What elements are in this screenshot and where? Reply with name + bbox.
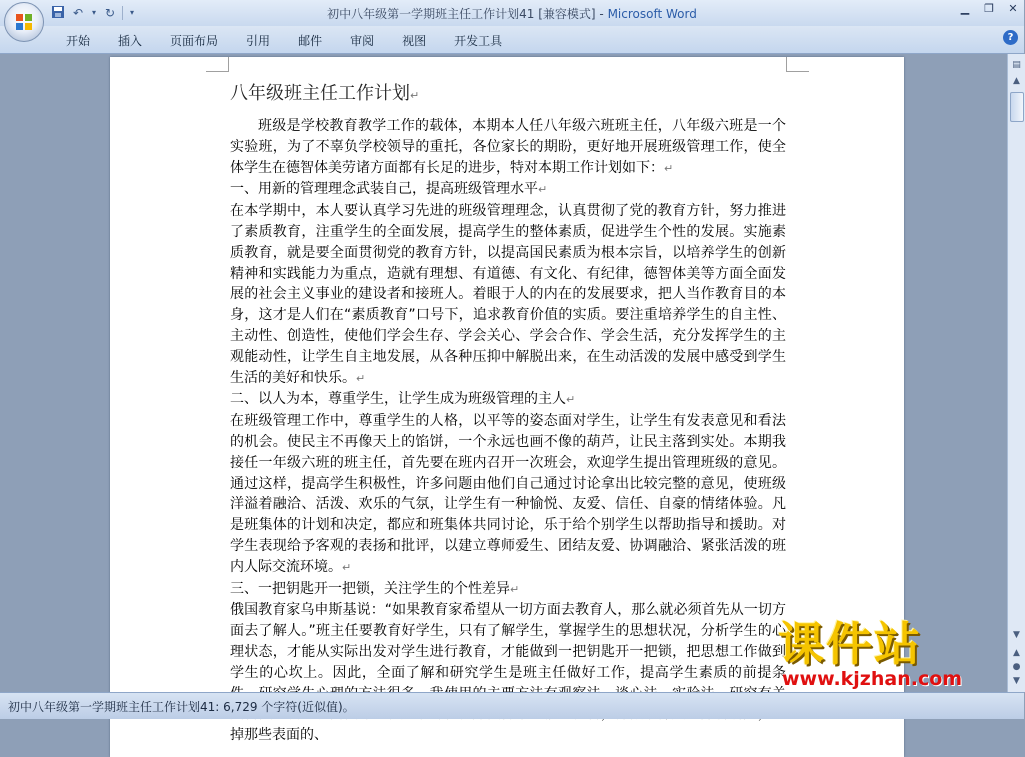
tab-mailings[interactable]: 邮件	[298, 34, 323, 48]
previous-page-icon[interactable]: ▲	[1013, 648, 1020, 658]
tab-view[interactable]: 视图	[402, 34, 427, 48]
paragraph-mark: ↵	[538, 183, 548, 197]
paragraph-section-1: 在本学期中，本人要认真学习先进的班级管理理念，认真贯彻了党的教育方针，努力推进了素质教育，注重学生的全面发展，提高学生的整体素质，促进学生个性的发展。实施素质教育，就是要全面贯彻党的教育方针，以提高国民素质为根本宗旨，以培养学生的创新精神和实践能力为重点，造就有理想、有道德、有文化、有纪律，德智体美等方面全面发展的社会主义事业的建设者和接班人。着眼于人的内在的发展要求，把人当作教育目的本身，这才是人们在“素质教育”口号下，追求教育价值的实质。要注重培养学生的自主性、主动性、创造性，使他们学会生存、学会关心、学会合作、学会生活，充分发挥学生的主观能动性，让学生自主地发展，从各种压抑中解脱出来，在生动活泼的发展中感受到学生生活的美好和快乐。↵	[230, 203, 786, 386]
tab-home[interactable]: 开始	[66, 34, 91, 48]
document-title: 初中八年级第一学期班主任工作计划41 [兼容模式] -	[327, 7, 608, 21]
window-controls	[958, 2, 1020, 15]
vertical-scrollbar[interactable]	[1007, 54, 1025, 692]
status-text: 初中八年级第一学期班主任工作计划41: 6,729 个字符(近似值)。	[8, 700, 355, 714]
paragraph-mark: ↵	[356, 371, 366, 385]
ribbon	[0, 26, 1024, 54]
watermark-url: www.kjzhan.com	[782, 668, 963, 690]
help-icon[interactable]: ?	[1003, 30, 1018, 45]
section-heading-1: 一、用新的管理理念武装自己，提高班级管理水平↵	[230, 181, 548, 198]
paragraph-mark: ↵	[510, 582, 520, 596]
scroll-up-icon[interactable]: ▲	[1013, 76, 1020, 86]
paragraph-mark: ↵	[664, 161, 674, 175]
paragraph-mark: ↵	[566, 393, 576, 407]
scroll-thumb[interactable]	[1010, 92, 1024, 122]
minimize-icon[interactable]: ▁	[960, 2, 970, 15]
office-logo-icon	[15, 13, 33, 31]
crop-mark-top-right	[786, 57, 809, 72]
window-title	[0, 5, 1024, 22]
redo-icon[interactable]: ↻	[104, 6, 116, 20]
crop-mark-top-left	[206, 57, 229, 72]
watermark-logo: 课件站	[778, 617, 922, 671]
app-name: Microsoft Word	[607, 7, 697, 21]
select-browse-object-icon[interactable]: ●	[1012, 662, 1021, 672]
ribbon-tabs	[52, 30, 516, 51]
title-bar	[0, 0, 1024, 26]
close-icon[interactable]: ✕	[1008, 2, 1018, 15]
paragraph-mark: ↵	[342, 560, 352, 574]
customize-qat-icon[interactable]: ▾	[129, 8, 134, 17]
paragraph-section-2: 在班级管理工作中，尊重学生的人格，以平等的姿态面对学生，让学生有发表意见和看法的机会。使民主不再像天上的馅饼，一个永远也画不像的葫芦，让民主落到实处。本期我接任一年级六班的班主任，首先要在班内召开一次班会，欢迎学生提出管理班级的意见。通过这样，提高学生积极性，许多问题由他们自己通过讨论拿出比较完整的意见，使班级洋溢着融洽、活泼、欢乐的气氛，让学生有一种愉悦、友爱、信任、自豪的情绪体验。凡是班集体的计划和决定，都应和班集体共同讨论，乐于给个别学生以帮助指导和援助。对学生表现给予客观的表扬和批评，以建立尊师爱生、团结友爱、协调融洽、紧张活泼的班内人际交流环境。↵	[230, 413, 786, 575]
document-content[interactable]	[230, 77, 786, 746]
paragraph-section-3: 俄国教育家乌申斯基说：“如果教育家希望从一切方面去教育人，那么就必须首先从一切方面去了解人。”班主任要教育好学生，只有了解学生，掌握学生的思想状况，分析学生的心理状态，才能从实际出发对学生进行教育，才能做到一把钥匙开一把锁，把思想工作做到学生的心坎上。因此，全面了解和研究学生是班主任做好工作，提高学生素质的前提条 掉那些表面的、	[230, 602, 786, 744]
scroll-down-icon[interactable]: ▼	[1013, 630, 1020, 640]
status-bar	[0, 692, 1024, 719]
next-page-icon[interactable]: ▼	[1013, 676, 1020, 686]
section-heading-2: 二、以人为本，尊重学生，让学生成为班级管理的主人↵	[230, 391, 576, 408]
document-heading: 八年级班主任工作计划↵	[230, 83, 420, 104]
tab-references[interactable]: 引用	[246, 34, 271, 48]
undo-dropdown-icon[interactable]: ▾	[91, 8, 96, 17]
view-ruler-icon[interactable]: ▤	[1012, 60, 1021, 70]
tab-page-layout[interactable]: 页面布局	[170, 34, 219, 48]
restore-icon[interactable]: ❐	[984, 2, 994, 15]
tab-review[interactable]: 审阅	[350, 34, 375, 48]
tab-insert[interactable]: 插入	[118, 34, 143, 48]
section-heading-3: 三、一把钥匙开一把锁，关注学生的个性差异↵	[230, 580, 520, 597]
tab-developer[interactable]: 开发工具	[454, 34, 503, 48]
paragraph-intro: 班级是学校教育教学工作的载体，本期本人任八年级六班班主任，八年级六班是一个实验班，为了不辜负学校领导的重托，各位家长的期盼，更好地开展班级管理工作，使全体学生在德智体美劳诸方面都有长足的进步，特对本期工作计划如下：↵	[230, 118, 786, 176]
undo-icon[interactable]: ↶	[72, 6, 84, 20]
paragraph-mark: ↵	[410, 89, 420, 102]
office-button[interactable]	[4, 2, 44, 42]
